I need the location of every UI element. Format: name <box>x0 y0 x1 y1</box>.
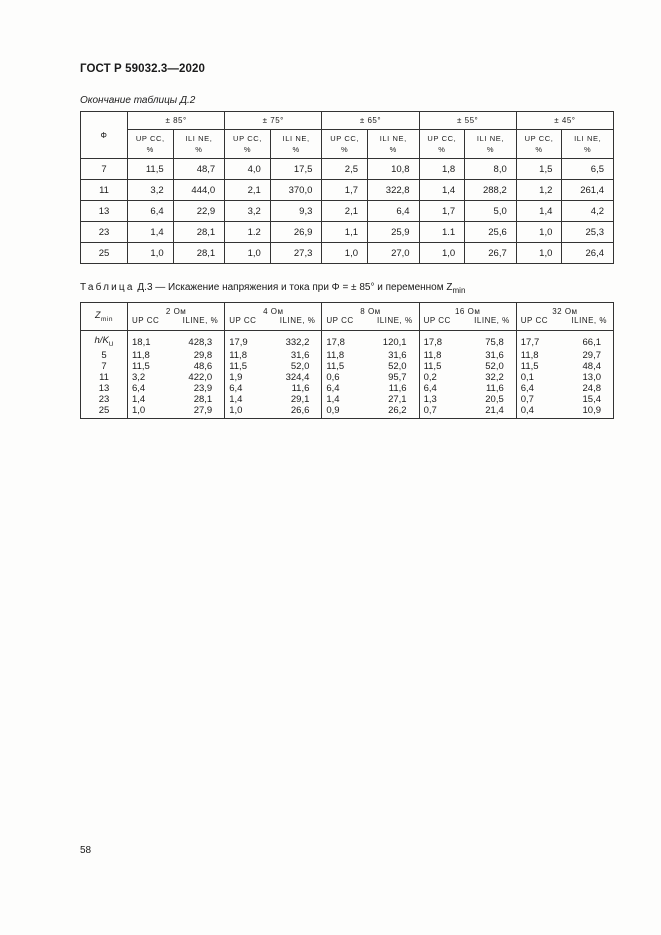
table-cell: 26,9 <box>270 222 322 243</box>
table-cell: 11,8 <box>225 350 267 361</box>
group-header: ± 65° <box>322 112 419 130</box>
table-cell: 26,4 <box>562 243 614 264</box>
iline-header: ILINE, % <box>266 316 321 331</box>
table-cell: 26,6 <box>266 405 321 419</box>
table-cell: 27,1 <box>388 393 407 405</box>
row-key: 5 <box>81 350 128 361</box>
standard-header: ГОСТ Р 59032.3—2020 <box>80 63 205 75</box>
iline-header: ILI NE, % <box>562 130 614 159</box>
table-cell: 28,1 <box>173 243 225 264</box>
table-cell: 1,0 <box>516 222 562 243</box>
table-cell: 0,1 <box>516 372 558 383</box>
group-header: ± 75° <box>225 112 322 130</box>
iline-header: ILI NE, % <box>465 130 517 159</box>
group-header: ± 55° <box>419 112 516 130</box>
upcc-header: UP CC, % <box>225 130 271 159</box>
table-cell: 10,8 <box>368 159 420 180</box>
row-key <box>81 331 128 350</box>
table-cell: 11,6 <box>291 382 310 394</box>
row-key: 7 <box>81 159 128 180</box>
table-row <box>81 394 614 405</box>
table-cell: 11,6 <box>485 382 504 394</box>
table-cell: 21,4 <box>461 405 516 419</box>
iline-header: ILI NE, % <box>173 130 225 159</box>
group-header: 8 Ом <box>322 303 419 317</box>
row-key: 13 <box>81 201 128 222</box>
table-cell: 29,1 <box>290 393 310 405</box>
table-row <box>81 361 614 372</box>
table-cell: 24,8 <box>558 383 613 394</box>
table-cell: 1,5 <box>516 159 562 180</box>
iline-header: ILI NE, % <box>270 130 322 159</box>
table-row <box>81 331 614 350</box>
table-cell: 1,4 <box>128 222 174 243</box>
row-key: 23 <box>81 394 128 405</box>
row-key: 11 <box>81 372 128 383</box>
table-cell: 27,0 <box>368 243 420 264</box>
table-cell: 1.1 <box>419 222 465 243</box>
table-cell: 27,9 <box>169 405 224 419</box>
table-cell: 0,9 <box>322 405 364 419</box>
table-row <box>81 180 614 201</box>
table-cell: 1,1 <box>322 222 368 243</box>
table-cell: 52,0 <box>485 360 504 372</box>
harmonic-label: $h/K_U$ <box>94 335 114 348</box>
table-cell: 428,3 <box>188 336 213 348</box>
table-cell: 31,6 <box>388 349 407 361</box>
table-cell: 48,7 <box>173 159 225 180</box>
table-row <box>81 243 614 264</box>
table-cell: 27,3 <box>270 243 322 264</box>
table-d3-caption-text: Д.3 — Искажение напряжения и тока при Φ = ± 85° и переменном Z <box>134 282 453 293</box>
page-number: 58 <box>80 845 92 856</box>
row-key: 7 <box>81 361 128 372</box>
table-row <box>81 201 614 222</box>
table-cell: 6,4 <box>516 383 558 394</box>
table-cell: 11,8 <box>128 350 170 361</box>
group-header: 2 Ом <box>128 303 225 317</box>
table-cell: 0,2 <box>419 372 461 383</box>
table-cell: 26,2 <box>364 405 419 419</box>
table-cell: 95,7 <box>388 371 407 383</box>
group-header: ± 85° <box>128 112 225 130</box>
table-cell: 0,6 <box>322 372 364 383</box>
table-cell: 48,4 <box>558 361 613 372</box>
table-cell: 11,5 <box>225 361 267 372</box>
table-cell: 52,0 <box>290 360 310 372</box>
iline-header: ILINE, % <box>461 316 516 331</box>
zmin-header: $Z_{min}$ <box>81 303 128 331</box>
table-cell: 28,1 <box>193 393 213 405</box>
table-cell: 1,0 <box>419 243 465 264</box>
table-cell: 11,6 <box>388 382 407 394</box>
table-cell: 25,6 <box>465 222 517 243</box>
table-cell: 8,0 <box>465 159 517 180</box>
table-cell: 261,4 <box>562 180 614 201</box>
table-cell: 20,5 <box>485 393 504 405</box>
iline-header: ILINE, % <box>169 316 224 331</box>
table-cell: 1,0 <box>516 243 562 264</box>
table-row <box>81 383 614 394</box>
row-key: 11 <box>81 180 128 201</box>
table-cell: 5,0 <box>465 201 517 222</box>
table-cell: 29,7 <box>558 350 613 361</box>
table-cell: 1,3 <box>419 394 461 405</box>
table-d3 <box>80 302 614 419</box>
iline-header: ILINE, % <box>558 316 613 331</box>
table-cell: 1,9 <box>225 372 267 383</box>
table-cell: 11,5 <box>128 361 170 372</box>
table-cell: 75,8 <box>485 336 504 348</box>
table-cell: 11,5 <box>128 159 174 180</box>
upcc-header: UP CC, % <box>128 130 174 159</box>
group-header: 16 Ом <box>419 303 516 317</box>
table-cell: 288,2 <box>465 180 517 201</box>
iline-header: ILINE, % <box>364 316 419 331</box>
table-cell: 11,5 <box>516 361 558 372</box>
upcc-header: UP CC <box>516 316 558 331</box>
upcc-header: UP CC <box>322 316 364 331</box>
table-cell: 6,4 <box>225 383 267 394</box>
table-cell: 6,4 <box>128 201 174 222</box>
upcc-header: UP CC <box>225 316 267 331</box>
table-cell: 9,3 <box>270 201 322 222</box>
table-cell: 0,7 <box>419 405 461 419</box>
table-cell: 1,7 <box>419 201 465 222</box>
table-cell: 120,1 <box>382 336 407 348</box>
table-cell: 15,4 <box>558 394 613 405</box>
table-d3-caption <box>80 282 465 295</box>
table-cell: 11,5 <box>419 361 461 372</box>
table-cell: 3,2 <box>128 180 174 201</box>
group-header: 32 Ом <box>516 303 613 317</box>
table-cell: 332,2 <box>285 336 310 348</box>
table-cell: 31,6 <box>485 349 504 361</box>
table-d2-caption: Окончание таблицы Д.2 <box>80 95 196 106</box>
table-cell: 0,7 <box>516 394 558 405</box>
table-d2 <box>80 111 614 264</box>
upcc-header: UP CC, % <box>516 130 562 159</box>
table-cell: 1,7 <box>322 180 368 201</box>
table-cell: 6,4 <box>368 201 420 222</box>
table-row <box>81 159 614 180</box>
table-cell: 324,4 <box>285 371 310 383</box>
row-key: 23 <box>81 222 128 243</box>
upcc-header: UP CC <box>419 316 461 331</box>
table-cell: 370,0 <box>270 180 322 201</box>
table-cell: 1,4 <box>225 394 267 405</box>
group-header: 4 Ом <box>225 303 322 317</box>
table-cell: 18,1 <box>128 331 170 350</box>
table-cell: 3,2 <box>128 372 170 383</box>
table-cell: 4,2 <box>562 201 614 222</box>
table-d3-caption-prefix: Таблица <box>80 282 135 293</box>
table-row <box>81 222 614 243</box>
table-cell: 322,8 <box>368 180 420 201</box>
table-cell: 52,0 <box>388 360 407 372</box>
table-cell: 22,9 <box>173 201 225 222</box>
table-cell: 1,0 <box>128 405 170 419</box>
table-cell: 11,8 <box>322 350 364 361</box>
table-cell: 3,2 <box>225 201 271 222</box>
table-cell: 25,3 <box>562 222 614 243</box>
table-d3-caption-sub: min <box>452 286 466 295</box>
table-cell: 31,6 <box>290 349 310 361</box>
table-cell: 1,0 <box>322 243 368 264</box>
table-cell: 17,9 <box>225 331 267 350</box>
table-cell: 2,1 <box>322 201 368 222</box>
row-key: 25 <box>81 243 128 264</box>
table-cell: 17,5 <box>270 159 322 180</box>
upcc-header: UP CC, % <box>322 130 368 159</box>
table-cell: 6,4 <box>419 383 461 394</box>
table-cell: 11,5 <box>322 361 364 372</box>
table-cell: 32,2 <box>485 371 504 383</box>
table-cell: 1,4 <box>419 180 465 201</box>
table-cell: 1,4 <box>516 201 562 222</box>
table-cell: 29,8 <box>193 349 213 361</box>
table-row <box>81 372 614 383</box>
upcc-header: UP CC, % <box>419 130 465 159</box>
group-header: ± 45° <box>516 112 613 130</box>
table-cell: 11,8 <box>516 350 558 361</box>
table-cell: 2,5 <box>322 159 368 180</box>
table-cell: 0,4 <box>516 405 558 419</box>
table-cell: 1,2 <box>516 180 562 201</box>
table-cell: 10,9 <box>558 405 613 419</box>
table-row <box>81 350 614 361</box>
upcc-header: UP CC <box>128 316 170 331</box>
table-cell: 48,6 <box>193 360 213 372</box>
table-cell: 422,0 <box>188 371 213 383</box>
table-cell: 1,0 <box>225 243 271 264</box>
table-cell: 17,8 <box>419 331 461 350</box>
phi-header: Φ <box>81 112 128 159</box>
table-cell: 13,0 <box>558 372 613 383</box>
table-cell: 25,9 <box>368 222 420 243</box>
table-cell: 17,8 <box>322 331 364 350</box>
table-cell: 1,4 <box>128 394 170 405</box>
table-cell: 6,4 <box>128 383 170 394</box>
table-cell: 4,0 <box>225 159 271 180</box>
table-cell: 66,1 <box>558 331 613 350</box>
table-cell: 28,1 <box>173 222 225 243</box>
table-cell: 11,8 <box>419 350 461 361</box>
iline-header: ILI NE, % <box>368 130 420 159</box>
table-row <box>81 405 614 419</box>
table-cell: 26,7 <box>465 243 517 264</box>
table-cell: 1,4 <box>322 394 364 405</box>
table-cell: 1,0 <box>128 243 174 264</box>
table-cell: 444,0 <box>173 180 225 201</box>
table-cell: 1,8 <box>419 159 465 180</box>
row-key: 13 <box>81 383 128 394</box>
table-cell: 1,0 <box>225 405 267 419</box>
table-cell: 17,7 <box>516 331 558 350</box>
row-key: 25 <box>81 405 128 419</box>
table-cell: 6,5 <box>562 159 614 180</box>
table-cell: 1.2 <box>225 222 271 243</box>
table-cell: 6,4 <box>322 383 364 394</box>
table-cell: 2,1 <box>225 180 271 201</box>
table-cell: 23,9 <box>193 382 213 394</box>
